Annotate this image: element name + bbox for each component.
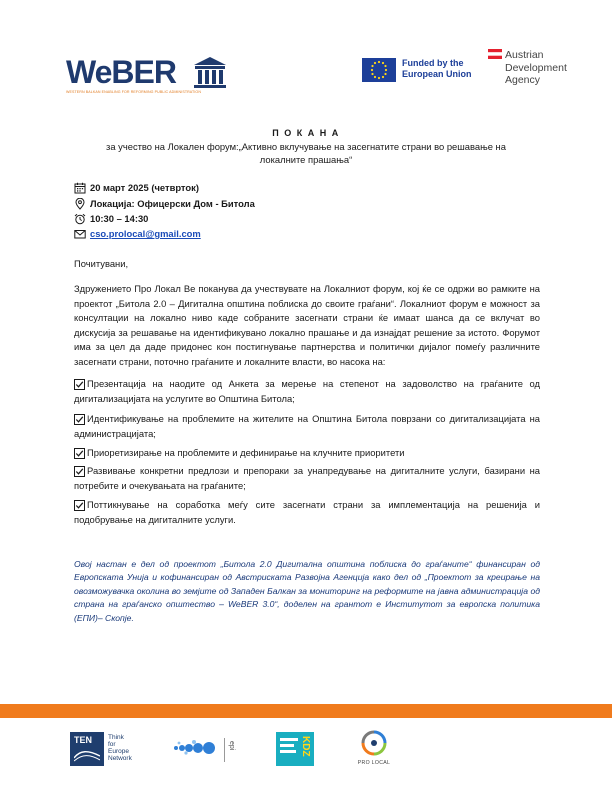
list-item-text: Поттикнување на соработка меѓу сите засегнати страни за имплементација на решенија и подобрување на дигиталните услуги.: [74, 499, 540, 525]
ten-logo-label: TEN: [74, 735, 92, 745]
location-pin-icon: [74, 198, 86, 210]
ada-line-2: Development: [505, 61, 567, 74]
list-item-text: Идентификување на проблемите на жителите на Општина Битола поврзани со дигитализацијата на администрацијата;: [74, 413, 540, 439]
eu-funded-text: Funded by the European Union: [402, 58, 472, 79]
list-item-text: Развивање конкретни предлози и препораки за унапредување на дигиталните услуги, базирани на потребите и очекувањата на граѓаните;: [74, 465, 540, 491]
prolocal-label: PRO LOCAL: [357, 760, 391, 766]
kdz-logo: [276, 732, 314, 766]
list-item-text: Презентација на наодите од Анкета за мерење на степенот на задоволство на граѓаните од дигитализацијата на услугите во Општина Битола;: [74, 378, 540, 404]
envelope-icon: [74, 228, 86, 240]
prolocal-logo: [352, 730, 396, 770]
ada-line-1: Austrian: [505, 49, 544, 61]
page-title: П О К А Н А: [272, 128, 340, 138]
footer-bar: [0, 704, 612, 718]
checkbox-icon: [74, 500, 85, 511]
weber-subtitle: WESTERN BALKAN ENABLING FOR REFORMING PUBLIC ADMINISTRATION: [66, 90, 202, 94]
austria-flag-icon: [488, 49, 502, 59]
page-subtitle: за учество на Локален форум:„Активно вклучување на засегнатите страни во решавање на локалните прашања“: [106, 141, 506, 165]
list-item: [74, 377, 540, 406]
project-note: Овој настан е дел од проектот „Битола 2.0 Дигитална општина поблиска до граѓаните“ финансиран од Европската Унија и кофинансиран од Австриската Развојна Агенција како дел од „Проектот за креирање на овозможувачка околина во земјите од Западен Балкан за мониторинг на реформите на јавна администрација од страна на граѓанско општество – WeBER 3.0“, доделен на грантот е Институтот за европска политика (ЕПИ)– Скопје.: [74, 559, 540, 623]
ten-logo: [70, 732, 140, 766]
ten-tagline-3: Europe: [108, 748, 129, 755]
event-time: 10:30 – 14:30: [90, 213, 149, 224]
prolocal-mark-icon: [361, 730, 387, 756]
epi-dots-icon: [172, 738, 218, 758]
ten-tagline-4: Network: [108, 755, 132, 762]
epi-label: epi: [228, 741, 235, 751]
weber-logo: [66, 56, 236, 96]
ten-tagline-2: for: [108, 741, 116, 748]
list-item: [74, 498, 540, 527]
alarm-clock-icon: [74, 213, 86, 225]
list-item: [74, 446, 540, 461]
checkbox-icon: [74, 379, 85, 390]
ten-tagline-1: Think: [108, 734, 124, 741]
wave-icon: [74, 748, 100, 762]
ada-line-3: Agency: [505, 74, 541, 86]
greeting: Почитувани,: [74, 258, 129, 269]
intro-paragraph: Здружението Про Локал Ве поканува да учествувате на Локалниот форум, кој ќе се одржи во рамките на проектот „Битола 2.0 – Дигитална општина поблиска до своите граѓани“. Локалниот форум е можност за консултации на локално ниво каде собраните засегнати страни ќе имаат шанса да се вклучат во дискусија за решавање на идентификувано локално прашање и да изнајдат решение за истото. Форумот има за цел да даде придонес кон постигнување партнерства и политички дијалог помеѓу различните засегнати страни, поточно граѓаните и локалните власти, во насока на:: [74, 283, 540, 367]
event-date: 20 март 2025 (четврток): [90, 182, 199, 193]
calendar-icon: [74, 182, 86, 194]
kdz-label: KDZ: [300, 736, 311, 757]
epi-logo: [172, 738, 242, 762]
event-location: Локација: Офицерски Дом - Битола: [90, 198, 255, 209]
list-item: [74, 464, 540, 493]
columns-icon: [192, 56, 228, 90]
list-item-text: Приоретизирање на проблемите и дефинирање на клучните приоритети: [87, 447, 405, 458]
checkbox-icon: [74, 414, 85, 425]
checkbox-icon: [74, 448, 85, 459]
eu-flag-icon: [362, 58, 396, 82]
list-item: [74, 412, 540, 441]
email-link[interactable]: cso.prolocal@gmail.com: [90, 228, 201, 239]
weber-logo-wordmark: WeBER: [66, 54, 176, 90]
ten-logo-block: [70, 732, 104, 766]
checkbox-icon: [74, 466, 85, 477]
